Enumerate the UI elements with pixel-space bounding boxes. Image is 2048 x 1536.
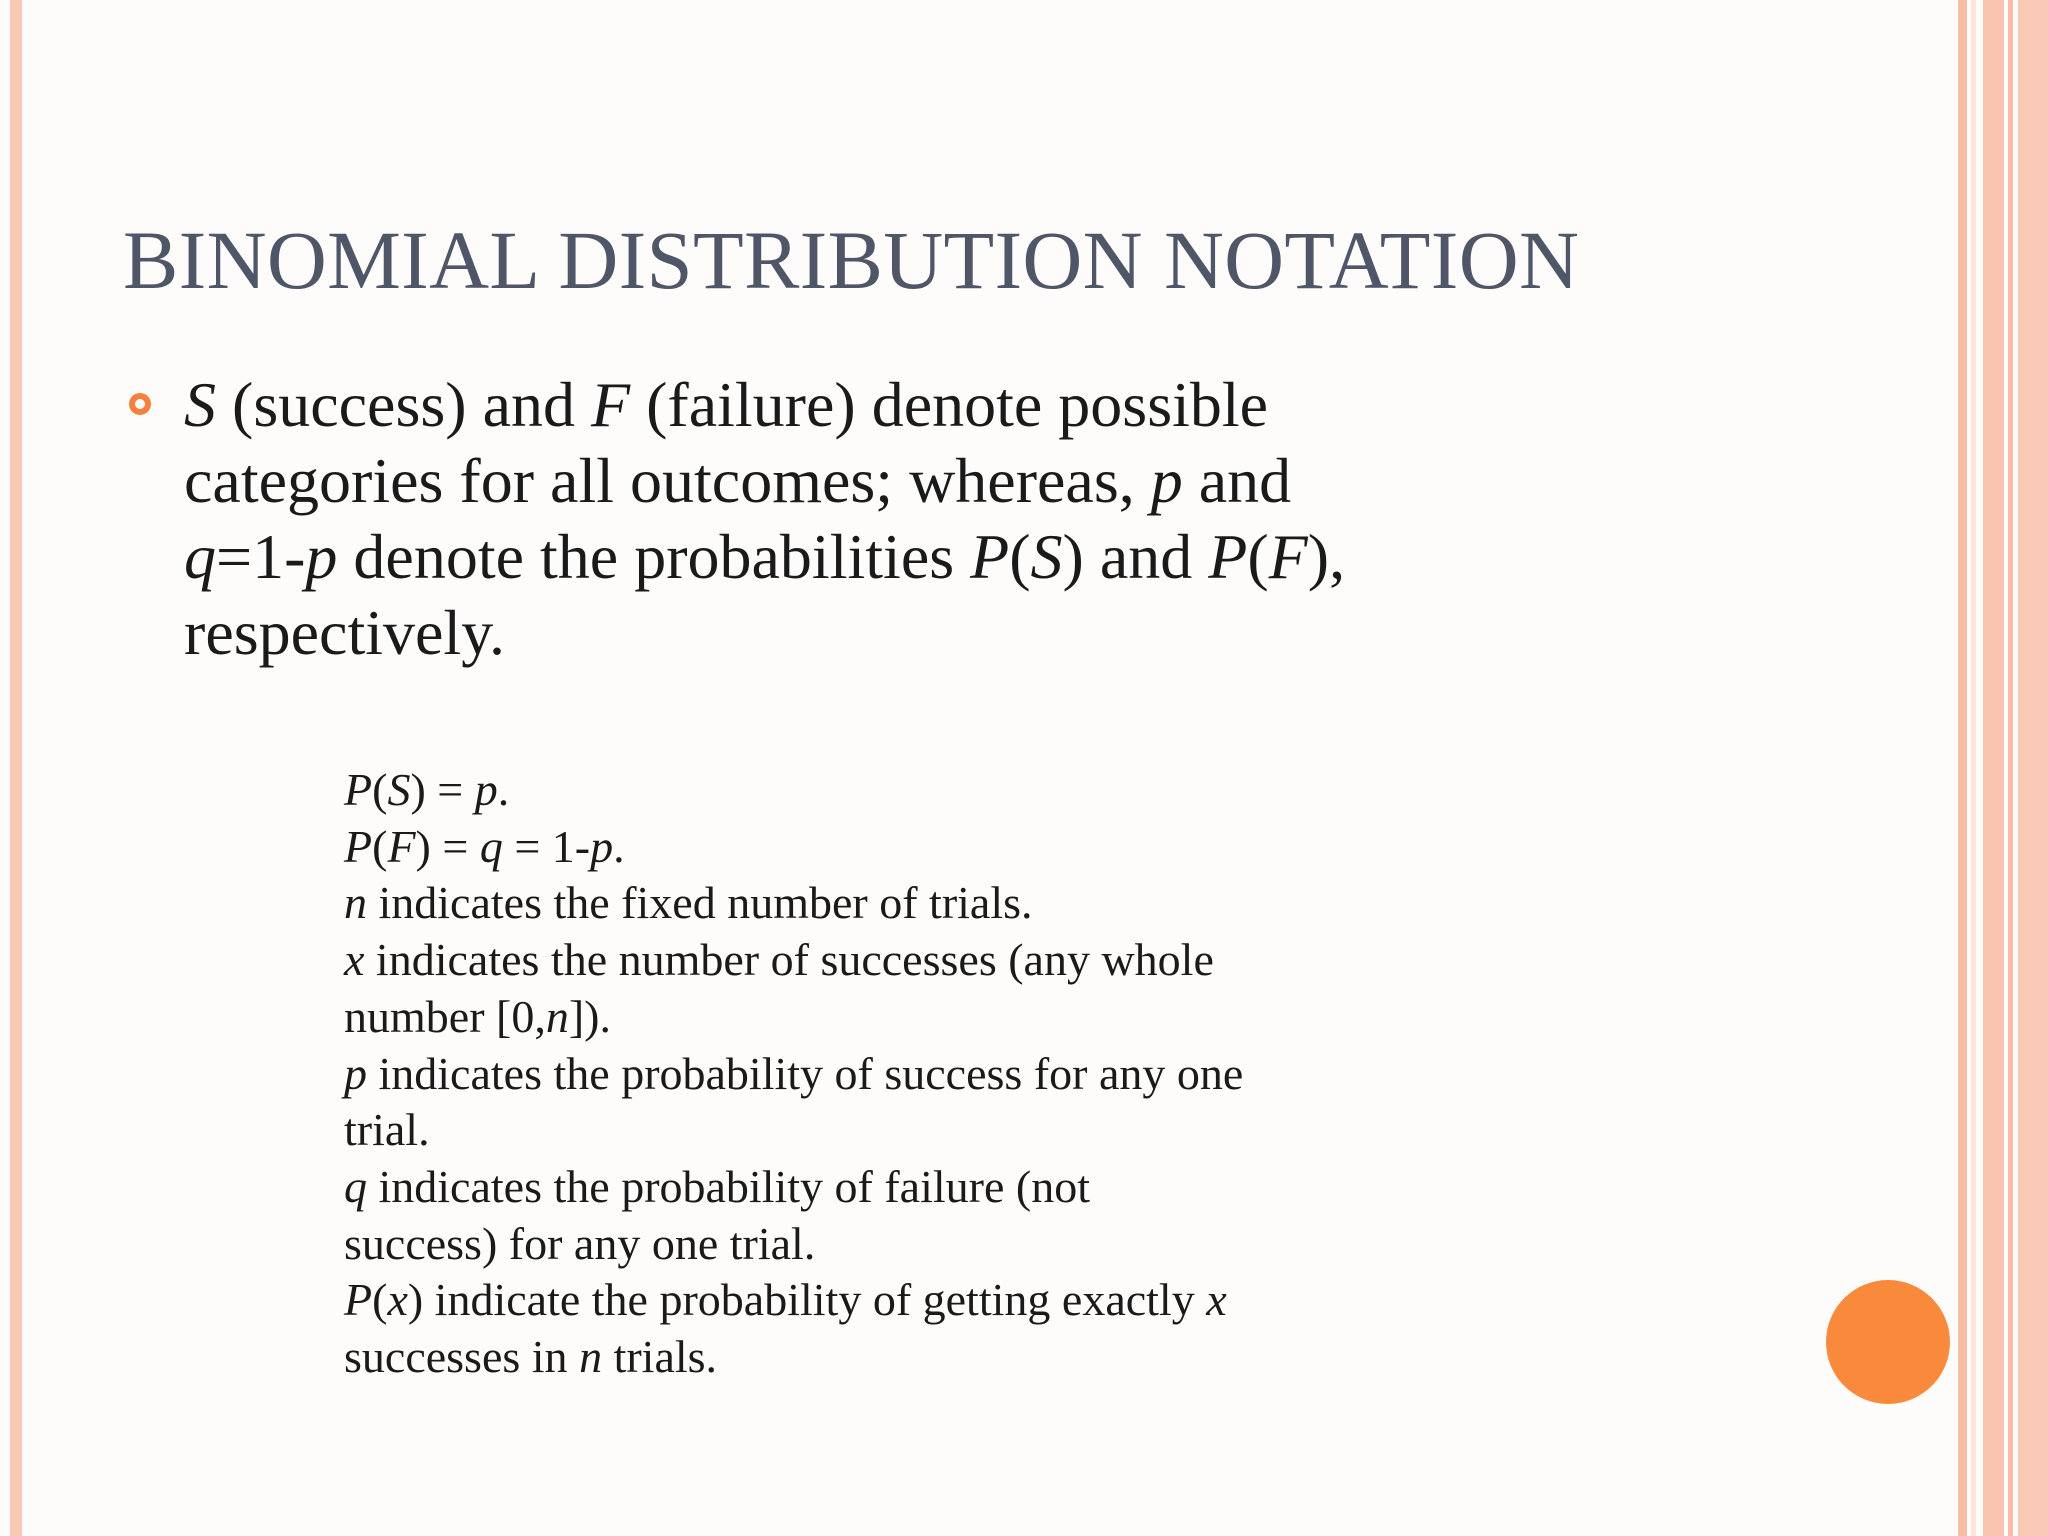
text-segment: (: [1009, 521, 1031, 592]
right-border-stripe: [2008, 0, 2013, 1536]
definition-line: [344, 1046, 1444, 1103]
right-border-stripe: [2018, 0, 2048, 1536]
text-segment: ),: [1307, 521, 1346, 592]
math-variable: P: [970, 521, 1010, 592]
text-segment: ]).: [568, 990, 611, 1042]
definition-line: [344, 1216, 1444, 1273]
text-segment: .: [497, 764, 510, 815]
math-variable: F: [590, 369, 631, 440]
math-variable: P: [344, 764, 373, 815]
text-segment: = 1-: [502, 820, 591, 872]
math-variable: x: [387, 1274, 408, 1326]
right-border-stripe: [1983, 0, 2004, 1536]
definitions-block: [344, 762, 1444, 1386]
text-segment: ) and: [1062, 521, 1209, 592]
math-variable: n: [579, 1331, 603, 1383]
right-border-stripe: [1971, 0, 1976, 1536]
text-segment: (failure) denote possible: [630, 369, 1269, 440]
math-variable: n: [545, 990, 569, 1042]
bullet-paragraph: [184, 367, 1484, 671]
math-variable: S: [1030, 521, 1063, 592]
math-variable: S: [387, 764, 411, 815]
text-segment: .: [613, 820, 625, 872]
bullet-line: [184, 519, 1484, 595]
left-border-stripe: [10, 0, 22, 1536]
math-variable: p: [474, 764, 498, 815]
text-segment: respectively.: [184, 597, 506, 668]
text-segment: (success) and: [216, 369, 591, 440]
text-segment: trials.: [602, 1331, 718, 1383]
math-variable: n: [344, 877, 367, 929]
math-variable: S: [184, 369, 216, 440]
math-variable: q: [344, 1160, 367, 1212]
math-variable: p: [305, 521, 338, 592]
right-border-stripe: [1958, 0, 1967, 1536]
text-segment: trial.: [344, 1104, 430, 1156]
definition-line: [344, 932, 1444, 989]
math-variable: p: [590, 820, 614, 872]
definition-line: [344, 1329, 1444, 1386]
text-segment: indicates the fixed number of trials.: [367, 877, 1033, 929]
math-variable: p: [1150, 445, 1183, 516]
text-segment: indicates the probability of success for any one: [367, 1047, 1244, 1099]
math-variable: F: [1268, 521, 1308, 592]
text-segment: and: [1182, 445, 1292, 516]
ring-bullet-icon: [129, 393, 151, 415]
text-segment: ) =: [415, 820, 480, 872]
math-variable: p: [344, 1047, 367, 1099]
bullet-line: [184, 443, 1484, 519]
math-variable: x: [1206, 1274, 1227, 1326]
math-variable: P: [1208, 521, 1248, 592]
definition-line: [344, 1102, 1444, 1159]
text-segment: ) indicate the probability of getting exactly: [407, 1274, 1207, 1326]
text-segment: categories for all outcomes; whereas,: [184, 445, 1151, 516]
text-segment: denote the probabilities: [337, 521, 971, 592]
text-segment: (: [372, 764, 388, 815]
math-variable: P: [344, 1274, 373, 1326]
math-variable: q: [479, 820, 503, 872]
math-variable: x: [344, 934, 365, 986]
slide-title: BINOMIAL DISTRIBUTION NOTATION: [123, 214, 1580, 306]
text-segment: success) for any one trial.: [344, 1217, 816, 1269]
definition-line: [344, 819, 1444, 876]
bullet-line: [184, 367, 1484, 443]
definition-line: [344, 875, 1444, 932]
text-segment: (: [372, 1274, 388, 1326]
definition-line: [344, 762, 1444, 819]
math-variable: P: [344, 820, 373, 872]
text-segment: indicates the probability of failure (not: [367, 1160, 1090, 1212]
orange-circle-icon: [1826, 1280, 1950, 1404]
text-segment: (: [1247, 521, 1269, 592]
text-segment: successes in: [344, 1331, 580, 1383]
definition-line: [344, 1159, 1444, 1216]
text-segment: =1-: [216, 521, 306, 592]
text-segment: ) =: [410, 764, 475, 815]
text-segment: indicates the number of successes (any whole: [364, 934, 1214, 986]
bullet-line: [184, 595, 1484, 671]
text-segment: number [0,: [344, 990, 546, 1042]
math-variable: q: [184, 521, 216, 592]
math-variable: F: [387, 820, 416, 872]
definition-line: [344, 1272, 1444, 1329]
definition-line: [344, 989, 1444, 1046]
text-segment: (: [372, 820, 388, 872]
